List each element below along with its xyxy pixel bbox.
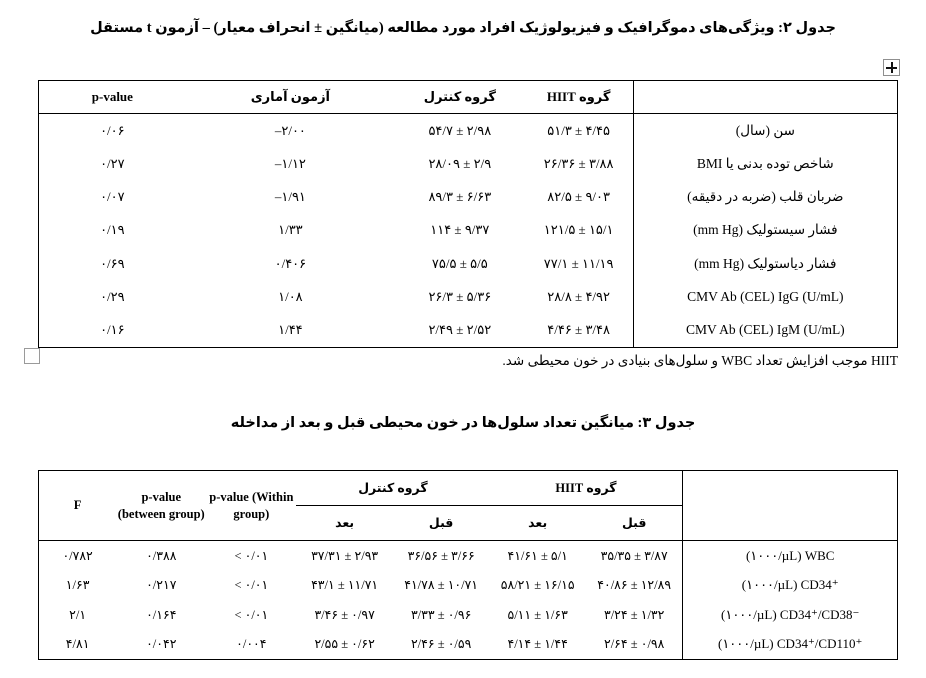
table-move-handle[interactable] (883, 59, 900, 76)
cell-f-statistic: ۰/۷۸۲ (62, 548, 93, 563)
cell-control-group: ۷۵/۵ ± ۵/۵ (431, 255, 488, 271)
pre-post-row (296, 506, 682, 540)
row-label: (۱۰۰۰/µL) WBC (682, 541, 897, 571)
cell-p-between: ۰/۲۱۷ (146, 578, 177, 593)
table-row (39, 247, 897, 280)
row-label: CMV Ab (CEL) IgM (U/mL) (633, 314, 897, 347)
move-cross-icon (886, 62, 897, 73)
cell-p-within: ۰/۰۰۴ (236, 637, 267, 652)
table-row (39, 114, 897, 147)
cell-hiit-pre: ۳/۲۴ ± ۱/۳۲ (604, 607, 665, 622)
pre-header: قبل (621, 516, 647, 530)
cell-p-value: ۰/۶۹ (100, 255, 125, 271)
table-row (39, 541, 897, 571)
cell-p-between: ۰/۰۴۲ (146, 637, 177, 652)
row-label: شاخص توده بدنی یا BMI (633, 147, 897, 180)
cell-control-post: ۳/۴۶ ± ۰/۹۷ (314, 607, 375, 622)
cell-control-post: ۲/۵۵ ± ۰/۶۲ (314, 637, 375, 652)
cell-p-within: < ۰/۰۱ (234, 578, 269, 593)
table-row (39, 630, 897, 660)
cell-statistical-test: –۱/۱۲ (274, 155, 306, 171)
f-statistic-header: F (73, 498, 82, 513)
cell-control-pre: ۴۱/۷۸ ± ۱۰/۷۱ (404, 578, 479, 593)
cell-control-group: ۲۸/۰۹ ± ۲/۹ (428, 155, 492, 171)
hiit-group-header: گروه HIIT (555, 481, 617, 495)
table-row (39, 147, 897, 180)
post-header: بعد (335, 516, 355, 530)
cell-counts-table-header (39, 471, 897, 541)
cell-hiit-pre: ۳۵/۳۵ ± ۳/۸۷ (600, 548, 668, 563)
table-row (39, 314, 897, 347)
cell-p-between: ۰/۳۸۸ (146, 548, 177, 563)
cell-control-group: ۸۹/۳ ± ۶/۶۳ (428, 189, 492, 205)
cell-control-group: ۲/۴۹ ± ۲/۵۲ (428, 322, 492, 338)
cell-statistical-test: ۰/۴۰۶ (274, 255, 307, 271)
cell-hiit-group: ۸۲/۵ ± ۹/۰۳ (547, 189, 611, 205)
cell-p-value: ۰/۱۶ (100, 322, 125, 338)
cell-p-between: ۰/۱۶۴ (146, 607, 177, 622)
cell-hiit-group: ۵۱/۳ ± ۴/۴۵ (547, 122, 611, 138)
cell-hiit-group: ۷۷/۱ ± ۱۱/۱۹ (543, 255, 614, 271)
cell-p-value: ۰/۰۶ (100, 122, 125, 138)
cell-p-value: ۰/۰۷ (100, 189, 125, 205)
cell-statistical-test: ۱/۰۸ (278, 289, 303, 305)
cell-control-pre: ۲/۴۶ ± ۰/۵۹ (410, 637, 472, 652)
control-group-header: گروه کنترل (423, 89, 496, 104)
cell-p-value: ۰/۱۹ (100, 222, 125, 238)
cell-hiit-post: ۴/۱۴ ± ۱/۴۴ (507, 637, 568, 652)
cell-counts-table (38, 470, 898, 660)
table-row (39, 280, 897, 313)
cell-f-statistic: ۲/۱ (69, 607, 87, 622)
cell-hiit-pre: ۲/۶۴ ± ۰/۹۸ (604, 637, 665, 652)
pre-header: قبل (428, 516, 454, 530)
cell-f-statistic: ۱/۶۳ (65, 578, 90, 593)
p-between-header: p-value (between group) (117, 490, 205, 521)
control-group-header: گروه کنترل (358, 481, 428, 495)
cell-control-pre: ۳۶/۵۶ ± ۳/۶۶ (407, 548, 475, 563)
cell-hiit-group: ۲۸/۸ ± ۴/۹۲ (547, 289, 611, 305)
table-row (39, 181, 897, 214)
row-label: ضربان قلب (ضربه در دقیقه) (633, 181, 897, 214)
cell-hiit-post: ۴۱/۶۱ ± ۵/۱ (507, 548, 568, 563)
cell-statistical-test: –۲/۰۰ (274, 122, 306, 138)
cell-control-post: ۳۷/۳۱ ± ۲/۹۳ (311, 548, 379, 563)
group-columns-header (296, 471, 682, 540)
cell-f-statistic: ۴/۸۱ (65, 637, 90, 652)
row-label-header (633, 81, 897, 113)
cell-statistical-test: ۱/۳۳ (278, 222, 303, 238)
cell-control-pre: ۳/۳۳ ± ۰/۹۶ (410, 607, 472, 622)
table-row (39, 571, 897, 601)
demographics-table-body (39, 114, 897, 347)
cell-hiit-post: ۵۸/۲۱ ± ۱۶/۱۵ (500, 578, 575, 593)
hiit-group-header: گروه HIIT (546, 89, 611, 104)
row-label: فشار دیاستولیک (mm Hg) (633, 247, 897, 280)
cell-hiit-group: ۴/۴۶ ± ۳/۴۸ (547, 322, 611, 338)
cell-control-post: ۴۳/۱ ± ۱۱/۷۱ (311, 578, 379, 593)
row-label: CMV Ab (CEL) IgG (U/mL) (633, 280, 897, 313)
cell-p-within: < ۰/۰۱ (234, 607, 269, 622)
table2-title: جدول ۳: میانگین تعداد سلول‌ها در خون محیطی قبل و بعد از مداخله (230, 415, 696, 431)
cell-control-group: ۱۱۴ ± ۹/۳۷ (430, 222, 490, 238)
cell-hiit-group: ۱۲۱/۵ ± ۱۵/۱ (543, 222, 614, 238)
post-header: بعد (528, 516, 548, 530)
row-label: (۱۰۰۰/µL) CD34⁺/CD38⁻ (682, 600, 897, 630)
row-label: سن (سال) (633, 114, 897, 147)
cell-hiit-pre: ۴۰/۸۶ ± ۱۲/۸۹ (597, 578, 672, 593)
statistical-test-header: آزمون آماری (250, 89, 331, 104)
cell-hiit-group: ۲۶/۳۶ ± ۳/۸۸ (543, 155, 614, 171)
cell-statistical-test: ۱/۴۴ (278, 322, 303, 338)
row-label: فشار سیستولیک (mm Hg) (633, 214, 897, 247)
p-within-header: p-value (Within group) (209, 490, 294, 521)
cell-hiit-post: ۵/۱۱ ± ۱/۶۳ (507, 607, 568, 622)
cell-counts-table-body (39, 541, 897, 659)
cell-p-within: < ۰/۰۱ (234, 548, 269, 563)
table-row (39, 214, 897, 247)
group-names-row (296, 471, 682, 506)
cell-p-value: ۰/۲۷ (100, 155, 125, 171)
row-label: (۱۰۰۰/µL) CD34⁺/CD110⁺ (682, 630, 897, 660)
table-resize-handle[interactable] (24, 348, 40, 364)
table-row (39, 600, 897, 630)
cell-statistical-test: –۱/۹۱ (274, 189, 306, 205)
p-value-header: p-value (91, 89, 133, 104)
row-label: (۱۰۰۰/µL) CD34⁺ (682, 571, 897, 601)
cell-control-group: ۲۶/۳ ± ۵/۳۶ (428, 289, 492, 305)
row-label-header (682, 471, 897, 540)
table1-note: HIIT موجب افزایش تعداد WBC و سلول‌های بنیادی در خون محیطی شد. (502, 353, 898, 368)
cell-control-group: ۵۴/۷ ± ۲/۹۸ (428, 122, 492, 138)
cell-p-value: ۰/۲۹ (100, 289, 125, 305)
table1-title: جدول ۲: ویژگی‌های دموگرافیک و فیزیولوژیک افراد مورد مطالعه (میانگین ± انحراف معیار) – آزمون t مستقل (90, 20, 836, 36)
demographics-table (38, 80, 898, 348)
demographics-table-header (39, 81, 897, 114)
